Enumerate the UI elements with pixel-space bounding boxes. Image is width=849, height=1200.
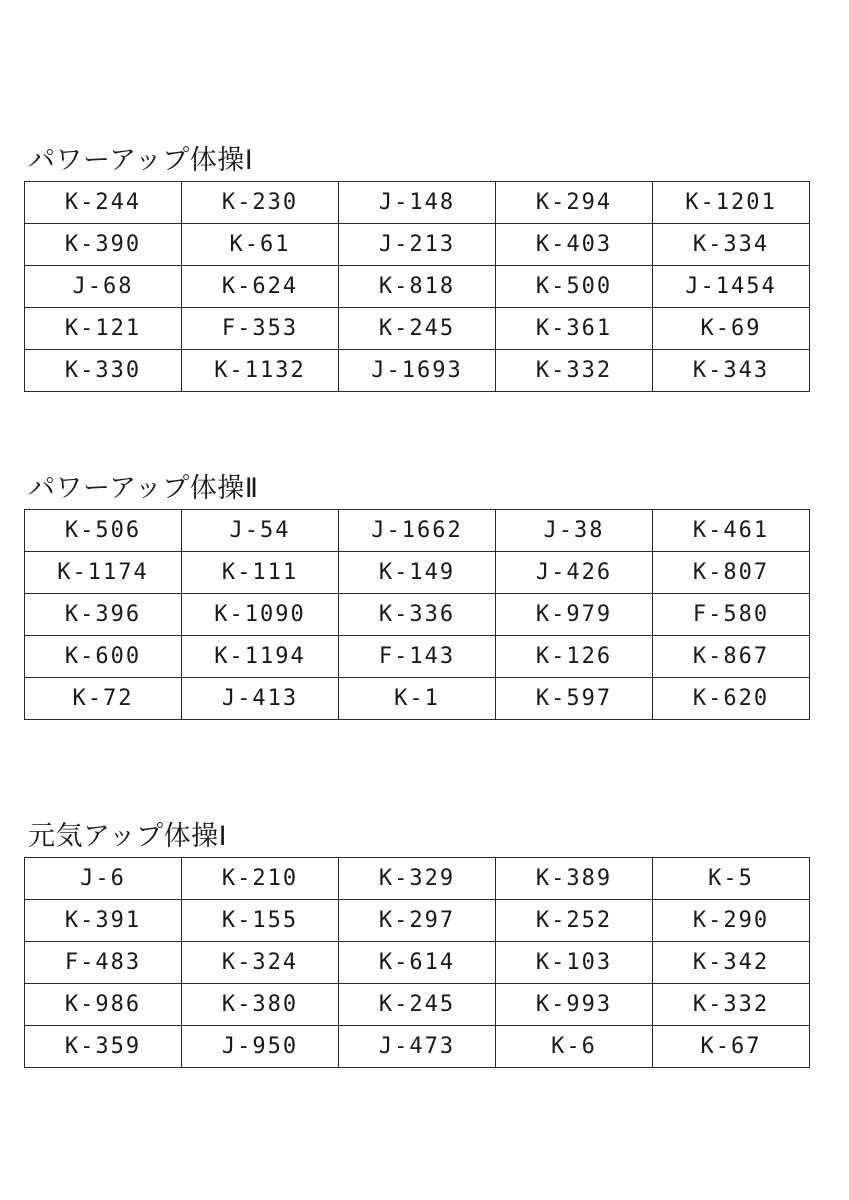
- table-cell: J-473: [339, 1026, 496, 1068]
- table-cell: K-336: [339, 594, 496, 636]
- table-cell: K-600: [25, 636, 182, 678]
- table-row: [25, 942, 810, 984]
- table-cell: K-329: [339, 858, 496, 900]
- table-cell: K-993: [496, 984, 653, 1026]
- table-cell: K-380: [182, 984, 339, 1026]
- table-row: [25, 224, 810, 266]
- table-cell: J-148: [339, 182, 496, 224]
- table-cell: K-290: [653, 900, 810, 942]
- table-cell: J-1662: [339, 510, 496, 552]
- table-cell: K-390: [25, 224, 182, 266]
- table-cell: J-950: [182, 1026, 339, 1068]
- code-table: [24, 509, 810, 720]
- table-row: [25, 552, 810, 594]
- table-cell: J-38: [496, 510, 653, 552]
- table-cell: K-294: [496, 182, 653, 224]
- table-cell: K-103: [496, 942, 653, 984]
- code-table: [24, 857, 810, 1068]
- table-cell: J-1454: [653, 266, 810, 308]
- table-cell: K-121: [25, 308, 182, 350]
- table-cell: K-69: [653, 308, 810, 350]
- table-cell: K-867: [653, 636, 810, 678]
- table-cell: F-143: [339, 636, 496, 678]
- table-cell: K-624: [182, 266, 339, 308]
- table-cell: K-500: [496, 266, 653, 308]
- table-cell: K-614: [339, 942, 496, 984]
- table-row: [25, 1026, 810, 1068]
- table-cell: K-1174: [25, 552, 182, 594]
- code-table: [24, 181, 810, 392]
- table-row: [25, 182, 810, 224]
- table-cell: K-1: [339, 678, 496, 720]
- table-cell: K-244: [25, 182, 182, 224]
- table-cell: K-1090: [182, 594, 339, 636]
- table-row: [25, 636, 810, 678]
- table-row: [25, 308, 810, 350]
- table-cell: K-297: [339, 900, 496, 942]
- table-cell: F-483: [25, 942, 182, 984]
- table-cell: K-155: [182, 900, 339, 942]
- table-cell: K-343: [653, 350, 810, 392]
- table-cell: K-986: [25, 984, 182, 1026]
- table-cell: K-1194: [182, 636, 339, 678]
- table-cell: K-403: [496, 224, 653, 266]
- table-cell: K-72: [25, 678, 182, 720]
- table-cell: K-252: [496, 900, 653, 942]
- table-row: [25, 594, 810, 636]
- table-row: [25, 678, 810, 720]
- table-cell: K-620: [653, 678, 810, 720]
- section-title: パワーアップ体操Ⅰ: [28, 145, 254, 176]
- table-cell: F-353: [182, 308, 339, 350]
- table-cell: K-61: [182, 224, 339, 266]
- table-cell: K-245: [339, 984, 496, 1026]
- section-title: 元気アップ体操Ⅰ: [28, 821, 228, 852]
- table-cell: K-597: [496, 678, 653, 720]
- table-cell: J-426: [496, 552, 653, 594]
- table-cell: K-361: [496, 308, 653, 350]
- table-row: [25, 350, 810, 392]
- table-cell: K-807: [653, 552, 810, 594]
- table-cell: K-210: [182, 858, 339, 900]
- table-cell: K-1132: [182, 350, 339, 392]
- table-cell: K-359: [25, 1026, 182, 1068]
- table-cell: K-332: [496, 350, 653, 392]
- table-cell: K-330: [25, 350, 182, 392]
- table-cell: J-68: [25, 266, 182, 308]
- table-cell: J-6: [25, 858, 182, 900]
- table-cell: J-1693: [339, 350, 496, 392]
- table-cell: F-580: [653, 594, 810, 636]
- table-row: [25, 900, 810, 942]
- table-cell: K-342: [653, 942, 810, 984]
- table-row: [25, 858, 810, 900]
- table-cell: K-334: [653, 224, 810, 266]
- table-cell: K-461: [653, 510, 810, 552]
- table-cell: K-979: [496, 594, 653, 636]
- table-cell: K-1201: [653, 182, 810, 224]
- table-cell: K-324: [182, 942, 339, 984]
- table-row: [25, 984, 810, 1026]
- table-cell: K-149: [339, 552, 496, 594]
- table-cell: K-6: [496, 1026, 653, 1068]
- table-cell: K-67: [653, 1026, 810, 1068]
- table-cell: K-230: [182, 182, 339, 224]
- section-title: パワーアップ体操Ⅱ: [28, 473, 259, 504]
- table-cell: K-245: [339, 308, 496, 350]
- table-cell: K-391: [25, 900, 182, 942]
- table-cell: K-111: [182, 552, 339, 594]
- table-cell: K-506: [25, 510, 182, 552]
- table-cell: J-54: [182, 510, 339, 552]
- table-cell: K-332: [653, 984, 810, 1026]
- table-row: [25, 510, 810, 552]
- table-cell: K-818: [339, 266, 496, 308]
- table-cell: J-413: [182, 678, 339, 720]
- table-cell: K-126: [496, 636, 653, 678]
- table-cell: K-5: [653, 858, 810, 900]
- table-cell: K-396: [25, 594, 182, 636]
- table-cell: K-389: [496, 858, 653, 900]
- table-cell: J-213: [339, 224, 496, 266]
- table-row: [25, 266, 810, 308]
